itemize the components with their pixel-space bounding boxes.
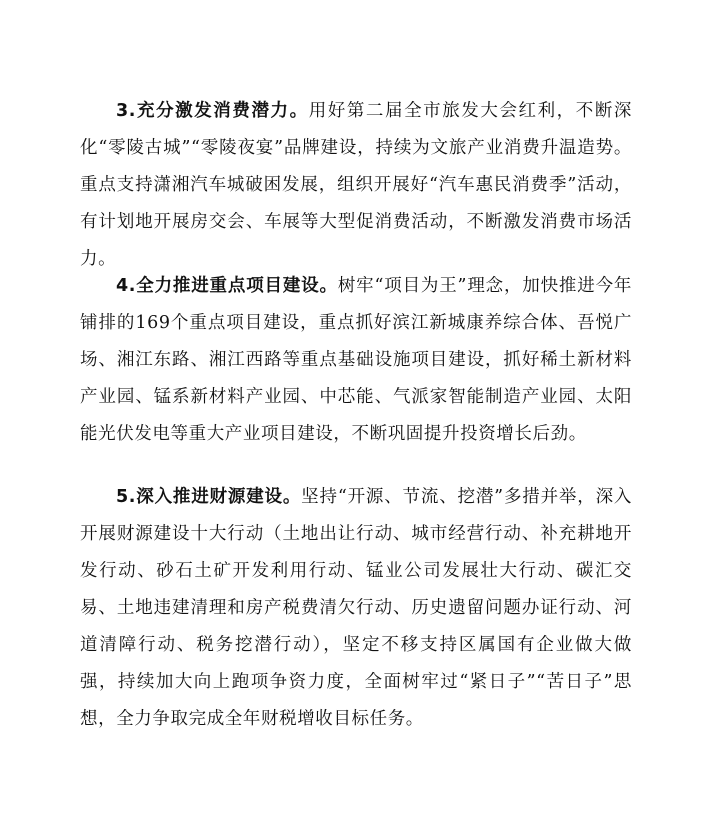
- section-4-paragraph: [80, 268, 632, 453]
- section-4-heading: 4.全力推进重点项目建设。: [116, 276, 338, 296]
- section-5-heading: 5.深入推进财源建设。: [116, 487, 302, 507]
- section-3-heading: 3.充分激发消费潜力。: [116, 101, 309, 121]
- section-5-body: 坚持“开源、节流、挖潜”多措并举，深入开展财源建设十大行动（土地出让行动、城市经营行动、补充耕地开发行动、砂石土矿开发利用行动、锰业公司发展壮大行动、碳汇交易、土地违建清理和房产税费清欠行动、历史遗留问题办证行动、河道清障行动、税务挖潜行动），坚定不移支持区属国有企业做大做强，持续加大向上跑项争资力度，全面树牢过“紧日子”“苦日子”思想，全力争取完成全年财税增收目标任务。: [80, 487, 632, 729]
- section-4-body: 树牢“项目为王”理念，加快推进今年铺排的169个重点项目建设，重点抓好滨江新城康养综合体、吾悦广场、湘江东路、湘江西路等重点基础设施项目建设，抓好稀土新材料产业园、锰系新材料产业园、中芯能、气派家智能制造产业园、太阳能光伏发电等重大产业项目建设，不断巩固提升投资增长后劲。: [80, 276, 633, 444]
- section-3-body: 用好第二届全市旅发大会红利，不断深化“零陵古城”“零陵夜宴”品牌建设，持续为文旅产业消费升温造势。重点支持潇湘汽车城破困发展，组织开展好“汽车惠民消费季”活动，有计划地开展房交会、车展等大型促消费活动，不断激发消费市场活力。: [80, 101, 632, 269]
- section-3-paragraph: [80, 93, 632, 278]
- section-5-paragraph: [80, 479, 632, 738]
